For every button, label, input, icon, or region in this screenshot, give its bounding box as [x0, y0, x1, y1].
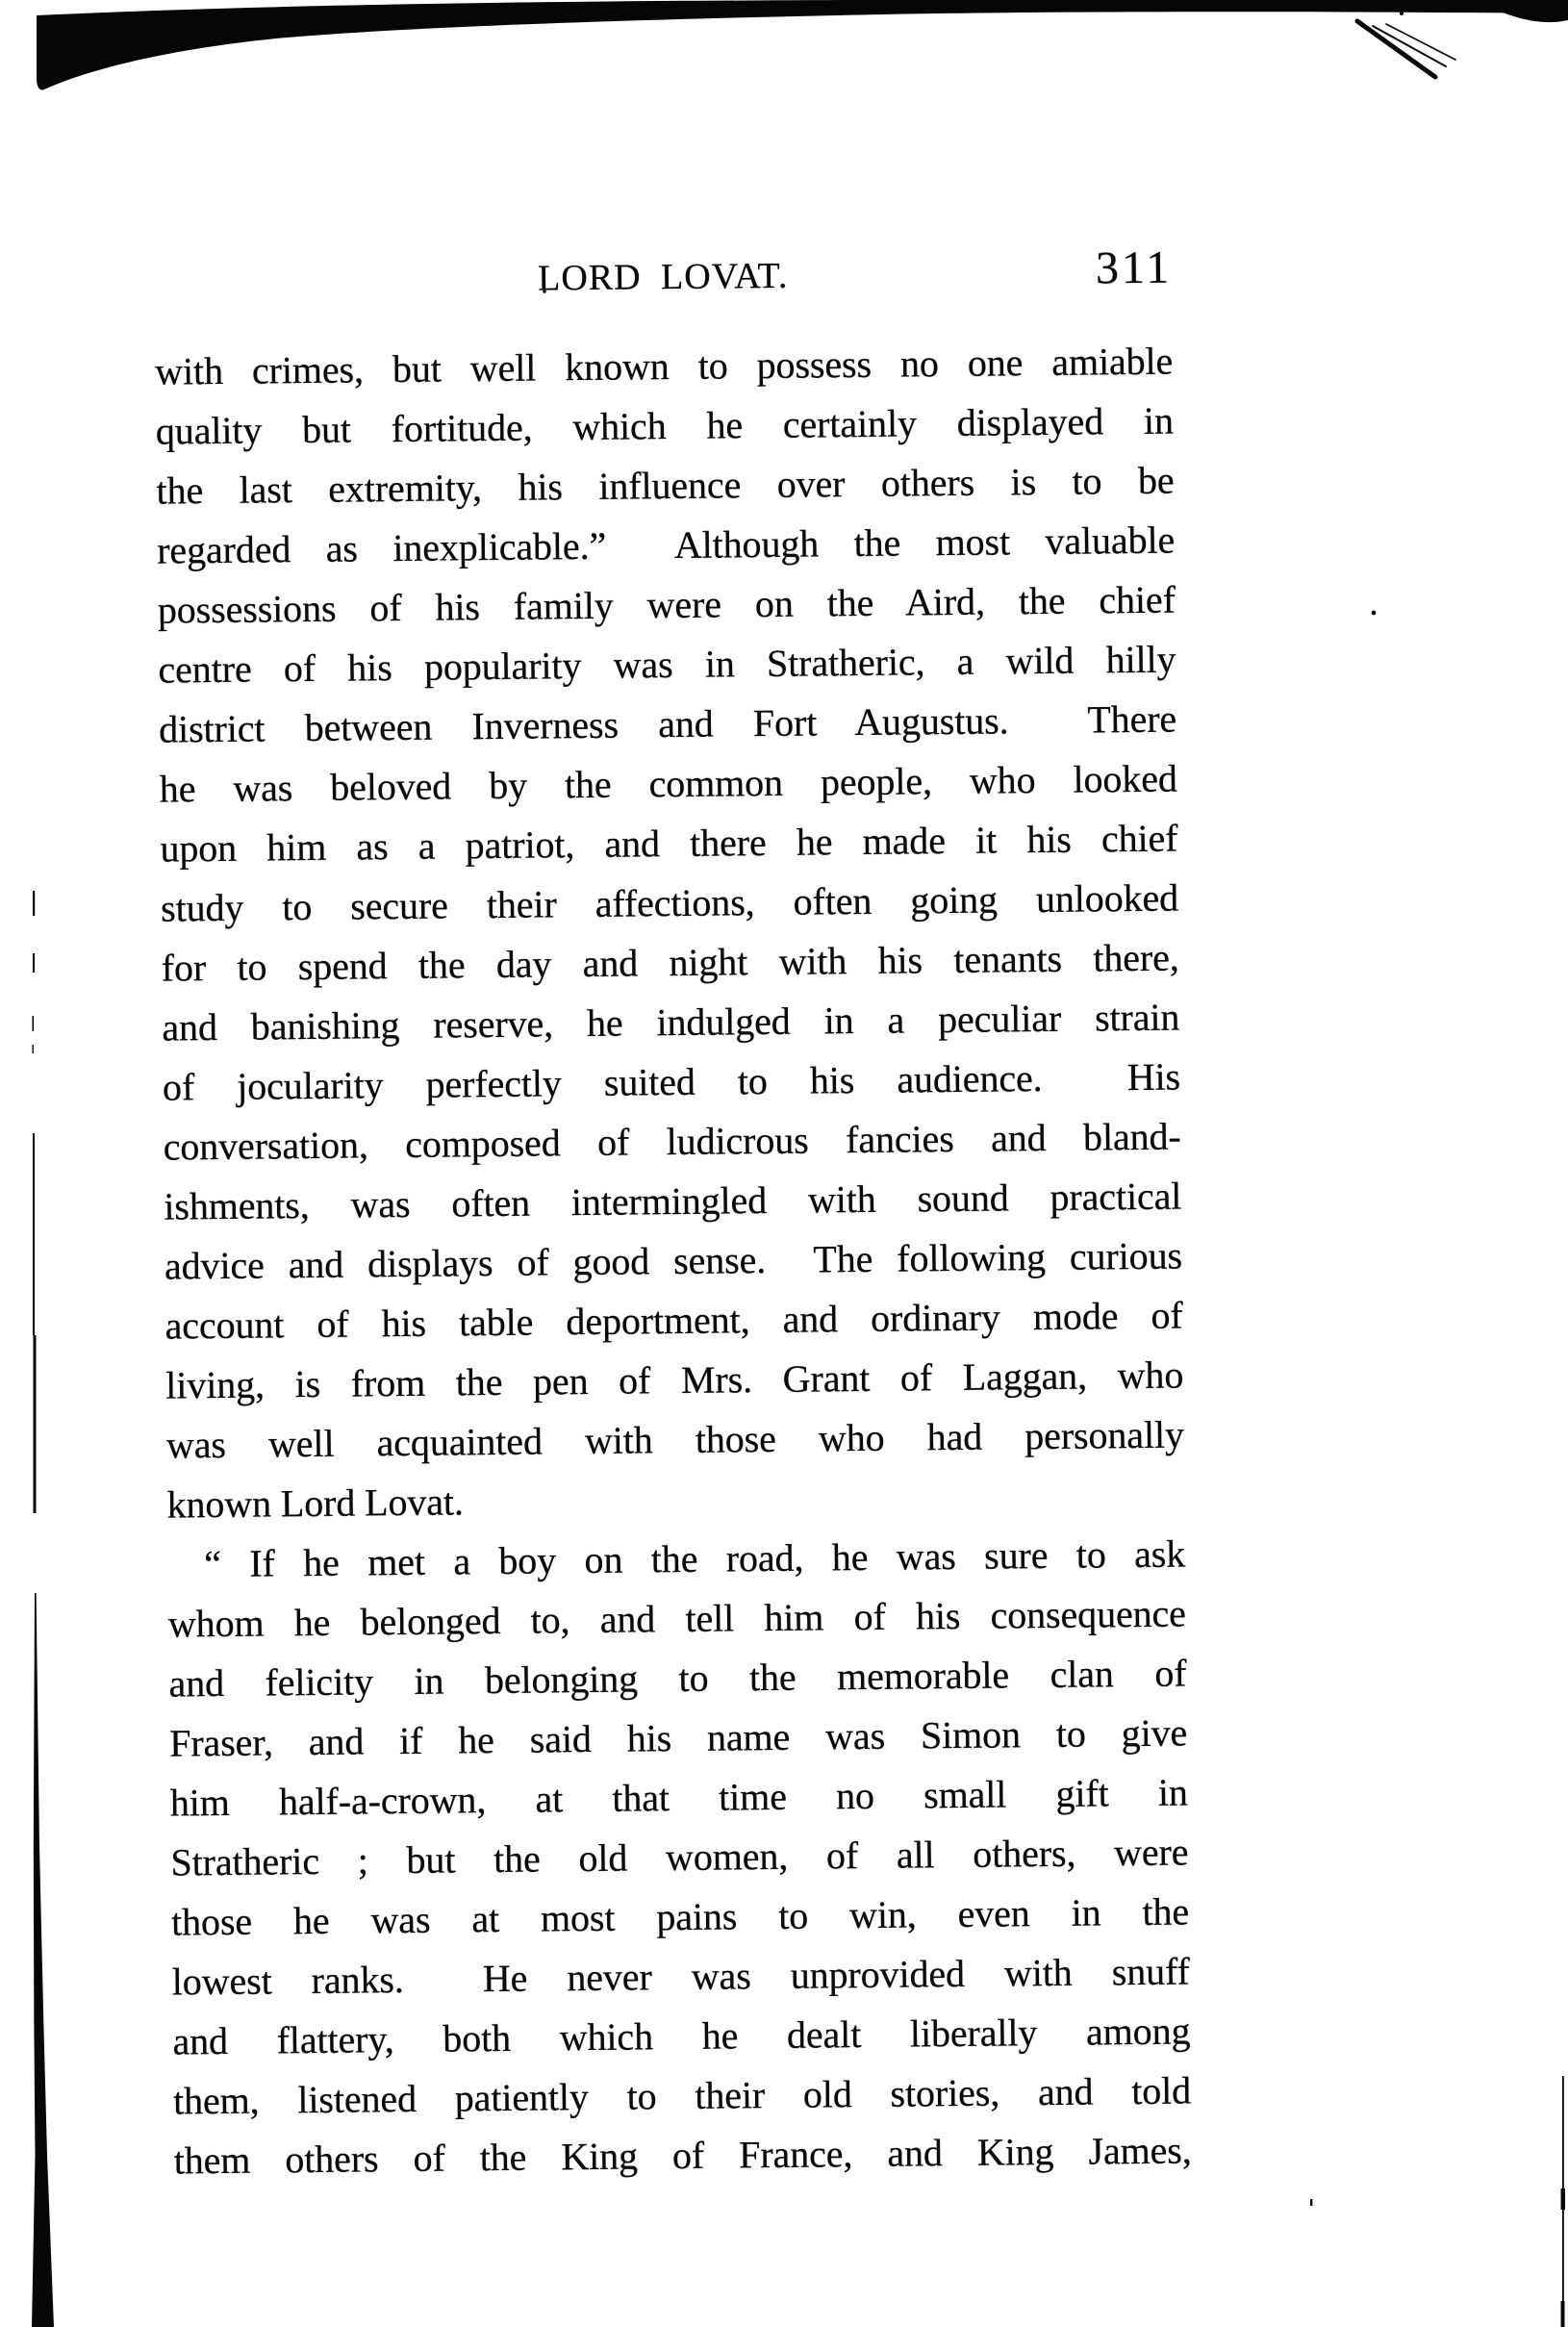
running-title: LORD LOVAT. — [537, 255, 789, 299]
text-line: of jocularity perfectly suited to his audience. His — [162, 1054, 1181, 1109]
text-line: conversation, composed of ludicrous fancies and bland- — [163, 1114, 1181, 1169]
running-head — [154, 241, 1173, 308]
text-line: the last extremity, his influence over others is to be — [156, 458, 1175, 513]
text-line: whom he belonged to, and tell him of his consequence — [167, 1591, 1187, 1646]
text-line: them, listened patiently to their old stories, and told — [172, 2068, 1192, 2123]
text-line: known Lord Lovat. — [166, 1480, 465, 1527]
text-line: ishments, was often intermingled with sound practical — [164, 1174, 1182, 1228]
text-line: advice and displays of good sense. The following curious — [164, 1233, 1183, 1288]
text-line: district between Inverness and Fort Augustus. There — [158, 696, 1177, 751]
text-line: living, is from the pen of Mrs. Grant of Laggan, who — [165, 1353, 1184, 1407]
text-line: quality but fortitude, which he certainly displayed in — [155, 398, 1175, 453]
text-line: upon him as a patriot, and there he made it his chief — [160, 816, 1178, 871]
page-number: 311 — [1095, 241, 1173, 294]
text-line: those he was at most pains to win, even in the — [170, 1889, 1190, 1944]
text-line: “ If he met a boy on the road, he was sure to ask — [203, 1531, 1186, 1586]
text-line: was well acquainted with those who had personally — [165, 1412, 1185, 1467]
text-line: with crimes, but well known to possess no one amiable — [155, 339, 1174, 393]
paragraph-2 — [167, 1524, 1192, 2190]
text-line: possessions of his family were on the Aird, the chief — [157, 577, 1176, 632]
text-line: and flattery, both which he dealt liberally among — [172, 2009, 1191, 2063]
text-line: study to secure their affections, often going unlooked — [160, 875, 1179, 930]
text-line: for to spend the day and night with his tenants there, — [161, 935, 1179, 990]
paragraph-1 — [155, 332, 1185, 1535]
text-line: Fraser, and if he said his name was Simon to give — [168, 1710, 1188, 1765]
text-line: centre of his popularity was in Stratheric, a wild hilly — [158, 637, 1176, 692]
text-line: regarded as inexplicable.” Although the most valuable — [156, 518, 1176, 572]
text-line: account of his table deportment, and ordinary mode of — [164, 1293, 1183, 1348]
body-text — [155, 332, 1192, 2191]
text-line: him half-a-crown, at that time no small gift in — [169, 1770, 1189, 1825]
text-line: them others of the King of France, and King James, — [173, 2128, 1192, 2183]
text-line: and felicity in belonging to the memorable clan of — [168, 1651, 1187, 1706]
text-line: and banishing reserve, he indulged in a peculiar strain — [162, 995, 1180, 1050]
text-line: Stratheric ; but the old women, of all others, were — [170, 1830, 1189, 1884]
text-line: lowest ranks. He never was unprovided with snuff — [171, 1949, 1190, 2004]
text-line: he was beloved by the common people, who looked — [159, 756, 1177, 811]
